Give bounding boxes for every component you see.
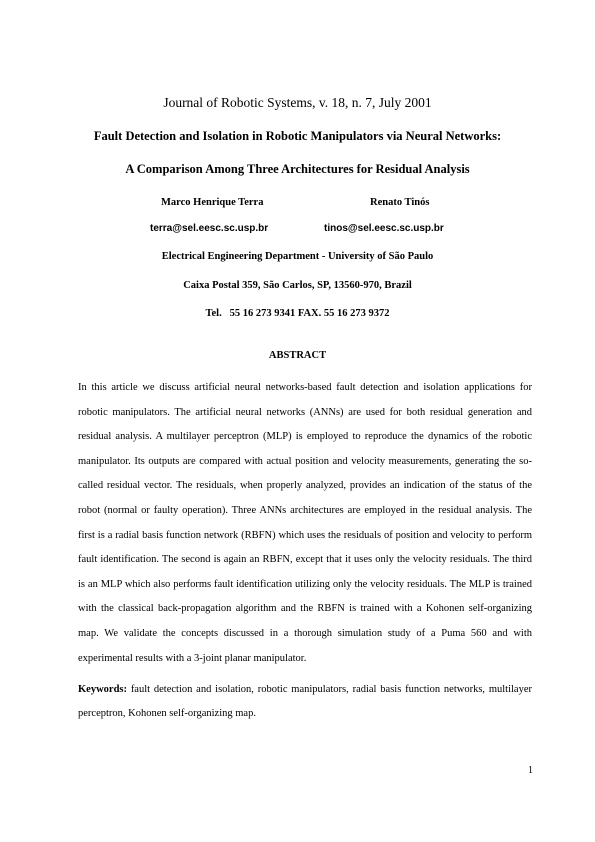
paper-title-line-1: Fault Detection and Isolation in Robotic Manipulators via Neural Networks: bbox=[93, 129, 502, 143]
journal-citation: Journal of Robotic Systems, v. 18, n. 7, July 2001 bbox=[163, 95, 432, 110]
keywords-label: Keywords: bbox=[78, 684, 127, 695]
keywords-text: fault detection and isolation, robotic manipulators, radial basis function networks, multilayer perceptron, Kohonen self-organizing map. bbox=[78, 684, 532, 719]
author-name-1: Marco Henrique Terra bbox=[161, 197, 264, 208]
abstract-heading: ABSTRACT bbox=[268, 350, 327, 361]
author-email-1: terra@sel.eesc.sc.usp.br bbox=[150, 223, 269, 234]
affiliation-department: Electrical Engineering Department - University of São Paulo bbox=[161, 251, 434, 262]
page-number: 1 bbox=[528, 765, 533, 776]
affiliation-phone-fax: Tel. 55 16 273 9341 FAX. 55 16 273 9372 bbox=[205, 308, 390, 319]
paper-title-line-2: A Comparison Among Three Architectures for Residual Analysis bbox=[125, 162, 470, 176]
affiliation-address: Caixa Postal 359, São Carlos, SP, 13560-970, Brazil bbox=[183, 280, 412, 291]
author-email-2: tinos@sel.eesc.sc.usp.br bbox=[324, 223, 444, 234]
keywords-paragraph bbox=[78, 678, 532, 726]
author-name-2: Renato Tinós bbox=[370, 197, 430, 208]
abstract-text: In this article we discuss artificial neural networks-based fault detection and isolation applications for robotic manipulators. The artificial neural networks (ANNs) are used for both residual generation and residual analysis. A multilayer perceptron (MLP) is employed to reproduce the dynamics of the robotic manipulator. Its outputs are compared with actual position and velocity measurements, generating the so-called residual vector. The residuals, when properly analyzed, provides an indication of the status of the robot (normal or faulty operation). Three ANNs architectures are employed in the residual analysis. The first is a radial basis function network (RBFN) which uses the residuals of position and velocity to perform fault identification. The second is again an RBFN, except that it uses only the velocity residuals. The third is an MLP which also performs fault identification utilizing only the velocity residuals. The MLP is trained with the classical back-propagation algorithm and the RBFN is trained with a Kohonen self-organizing map. We validate the concepts discussed in a thorough simulation study of a Puma 560 and with experimental results with a 3-joint planar manipulator. bbox=[78, 382, 532, 664]
